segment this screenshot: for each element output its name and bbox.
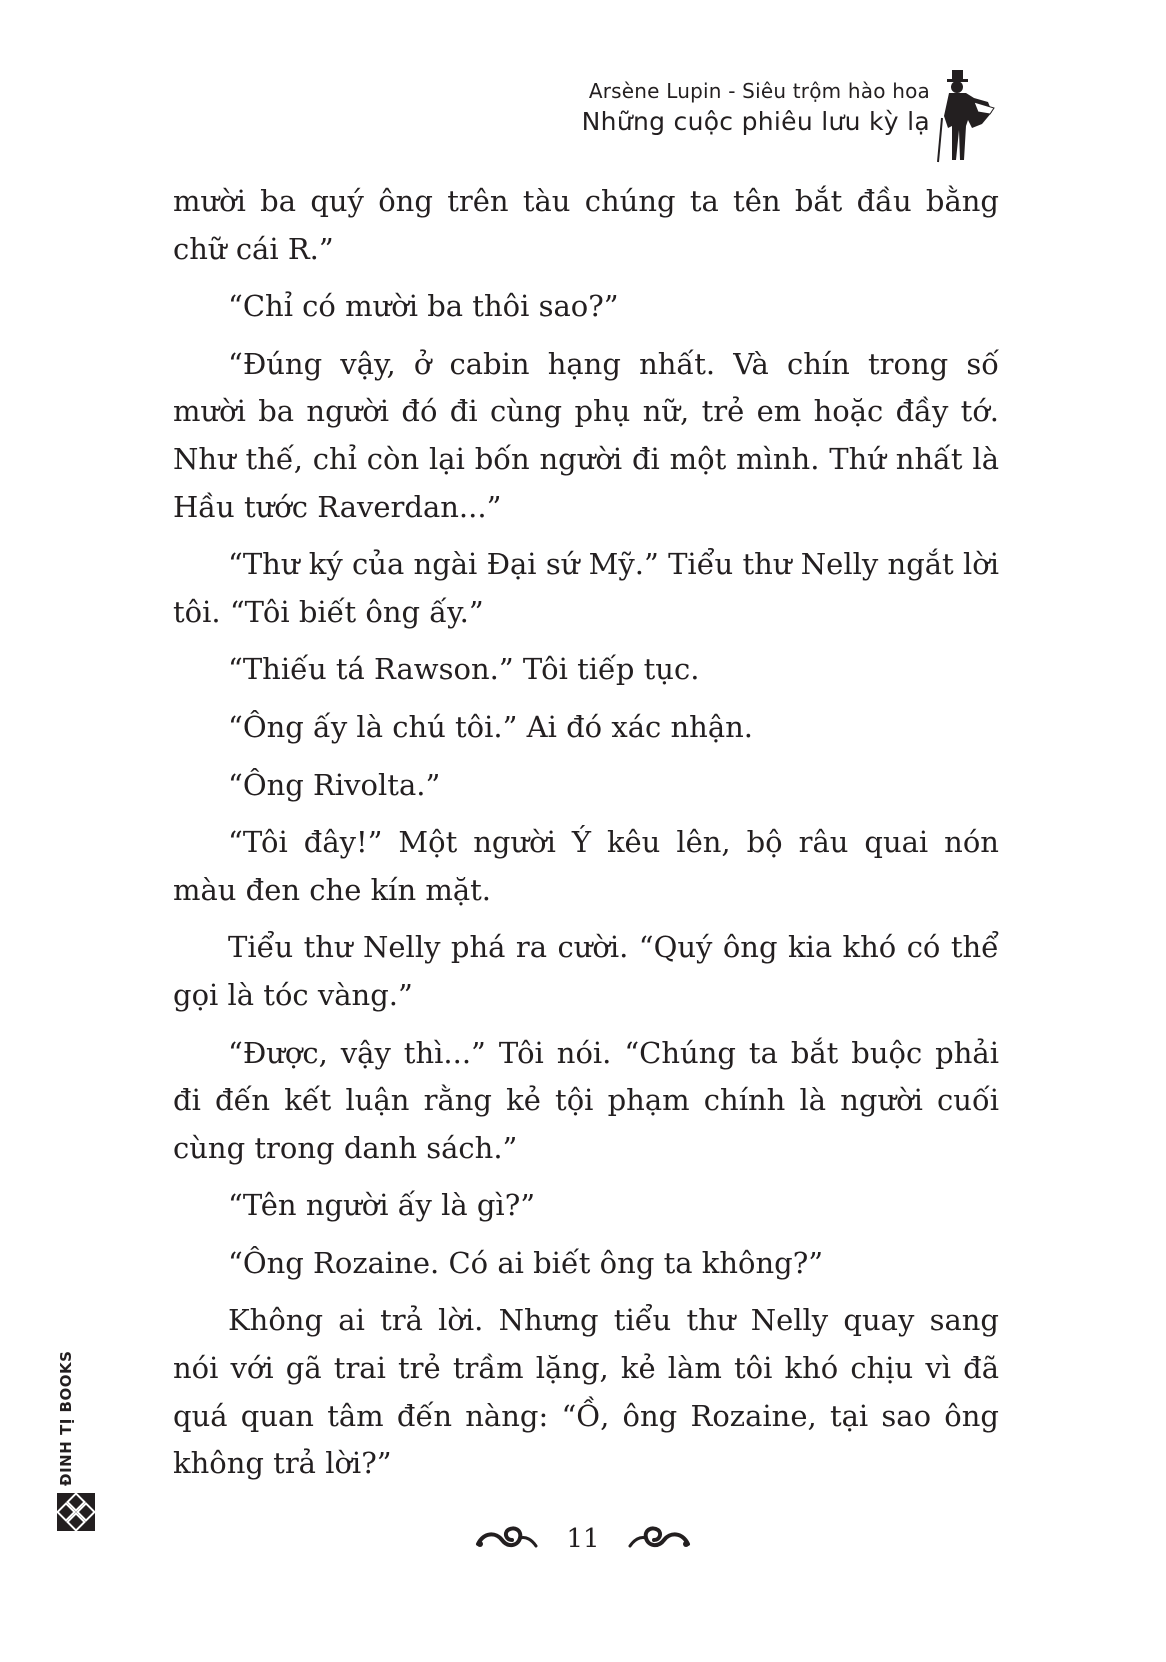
running-header bbox=[582, 78, 930, 140]
gentleman-silhouette-icon bbox=[932, 68, 998, 164]
paragraph-6: “Ông ấy là chú tôi.” Ai đó xác nhận. bbox=[228, 709, 754, 744]
paragraph-2: “Chỉ có mười ba thôi sao?” bbox=[228, 289, 619, 324]
publisher-name: ĐINH TỊ BOOKS bbox=[57, 1350, 75, 1486]
paragraph-7: “Ông Rivolta.” bbox=[228, 767, 441, 802]
paragraph-4: “Thư ký của ngài Đại sứ Mỹ.” Tiểu thư Nelly ngắt lời tôi. “Tôi biết ông ấy.” bbox=[173, 547, 999, 629]
swirl-ornament-right-icon bbox=[626, 1522, 692, 1556]
paragraph-9: Tiểu thư Nelly phá ra cười. “Quý ông kia khó có thể gọi là tóc vàng.” bbox=[173, 930, 999, 1012]
paragraph-5: “Thiếu tá Rawson.” Tôi tiếp tục. bbox=[228, 652, 700, 687]
paragraph-10: “Được, vậy thì...” Tôi nói. “Chúng ta bắt buộc phải đi đến kết luận rằng kẻ tội phạm chính là người cuối cùng trong danh sách.” bbox=[173, 1035, 999, 1165]
page-footer bbox=[0, 1522, 1166, 1556]
series-title: Arsène Lupin - Siêu trộm hào hoa bbox=[588, 79, 930, 103]
paragraph-12: “Ông Rozaine. Có ai biết ông ta không?” bbox=[228, 1245, 824, 1280]
book-title: Những cuộc phiêu lưu kỳ lạ bbox=[581, 107, 930, 136]
page-number: 11 bbox=[566, 1524, 600, 1554]
swirl-ornament-left-icon bbox=[474, 1522, 540, 1556]
paragraph-8: “Tôi đây!” Một người Ý kêu lên, bộ râu quai nón màu đen che kín mặt. bbox=[173, 825, 999, 907]
paragraph-13: Không ai trả lời. Nhưng tiểu thư Nelly quay sang nói với gã trai trẻ trầm lặng, kẻ làm tôi khó chịu vì đã quá quan tâm đến nàng: “Ồ, ông Rozaine, tại sao ông không trả lời?” bbox=[173, 1303, 999, 1481]
paragraph-11: “Tên người ấy là gì?” bbox=[228, 1188, 536, 1223]
page-body bbox=[173, 178, 999, 1498]
publisher-mark bbox=[54, 1350, 96, 1534]
paragraph-1: mười ba quý ông trên tàu chúng ta tên bắt đầu bằng chữ cái R.” bbox=[173, 184, 999, 266]
paragraph-3: “Đúng vậy, ở cabin hạng nhất. Và chín trong số mười ba người đó đi cùng phụ nữ, trẻ em hoặc đầy tớ. Như thế, chỉ còn lại bốn người đi một mình. Thứ nhất là Hầu tước Raverdan...” bbox=[173, 346, 999, 524]
publisher-logo-icon bbox=[56, 1492, 96, 1532]
